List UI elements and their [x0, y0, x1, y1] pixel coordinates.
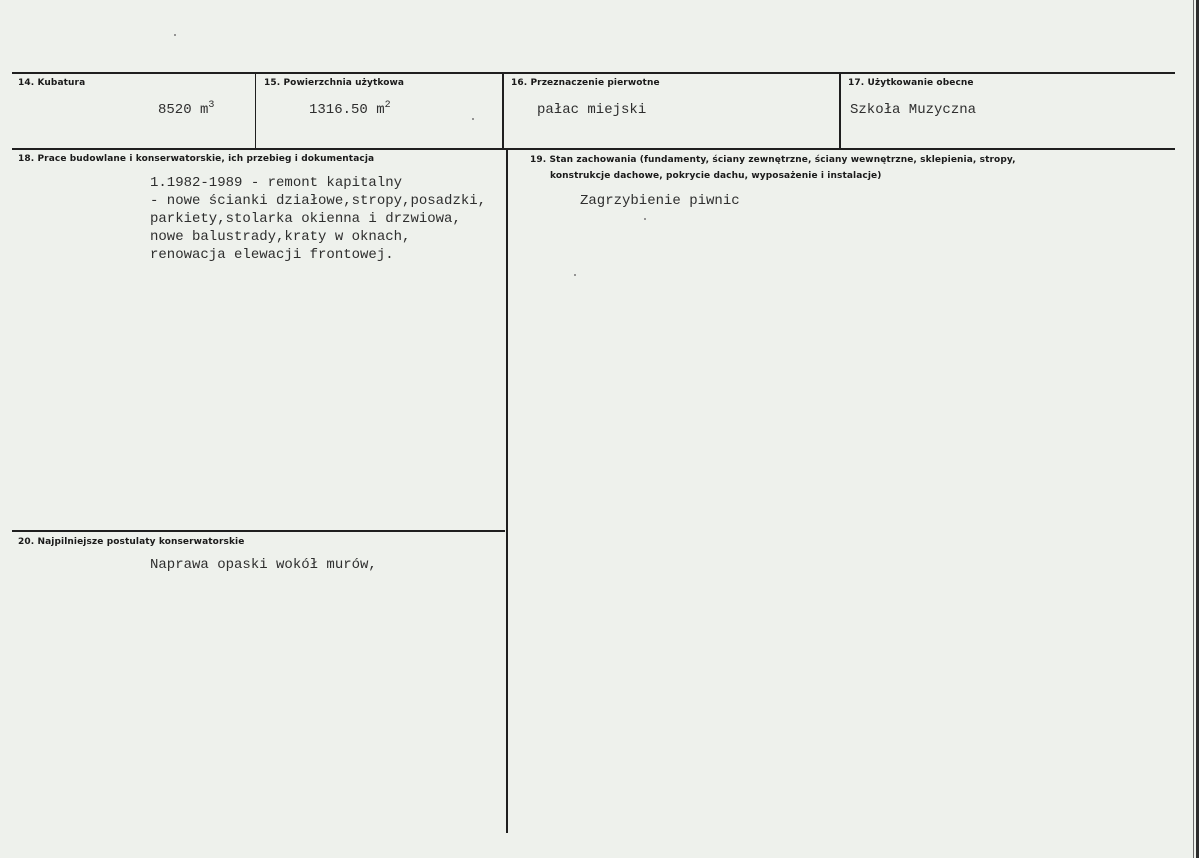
divider-15-16 — [502, 73, 504, 149]
field-20-value: Naprawa opaski wokół murów, — [150, 557, 377, 573]
scan-speck — [472, 118, 474, 120]
field-14-value — [158, 101, 214, 119]
scan-speck — [644, 218, 646, 220]
field-17-value: Szkoła Muzyczna — [850, 102, 977, 118]
card-edge-shadow — [1193, 0, 1194, 858]
field-19-value: Zagrzybienie piwnic — [580, 193, 740, 209]
field-16-value: pałac miejski — [537, 102, 647, 118]
field-15-label: 15. Powierzchnia użytkowa — [264, 78, 405, 88]
field-20-label: 20. Najpilniejsze postulaty konserwatorskie — [18, 537, 245, 547]
field-18-line-4: nowe balustrady,kraty w oknach, — [150, 229, 411, 245]
top-rule — [12, 72, 1175, 74]
divider-14-15 — [255, 73, 256, 149]
field-14-number: 8520 m — [158, 102, 209, 118]
field-18-line-3: parkiety,stolarka okienna i drzwiowa, — [150, 211, 461, 227]
field-15-exponent: 2 — [384, 100, 391, 111]
field-19-label-line-1: 19. Stan zachowania (fundamenty, ściany zewnętrzne, ściany wewnętrzne, sklepienia, stropy, — [530, 155, 1016, 165]
field-15-value — [309, 101, 391, 119]
field-14-exponent: 3 — [208, 100, 215, 111]
row1-bottom-rule — [12, 148, 1175, 150]
field-14-label: 14. Kubatura — [18, 78, 86, 88]
field-18-label: 18. Prace budowlane i konserwatorskie, ich przebieg i dokumentacja — [18, 154, 375, 164]
scan-speck — [574, 274, 576, 276]
field-17-label: 17. Użytkowanie obecne — [848, 78, 974, 88]
field-19-label-line-2: konstrukcje dachowe, pokrycie dachu, wyposażenie i instalacje) — [550, 171, 882, 181]
field18-bottom-rule — [12, 530, 505, 532]
field-18-line-2: - nowe ścianki działowe,stropy,posadzki, — [150, 193, 487, 209]
scan-speck — [174, 34, 176, 36]
field-18-line-5: renowacja elewacji frontowej. — [150, 247, 394, 263]
field-18-line-1: 1.1982-1989 - remont kapitalny — [150, 175, 403, 191]
field-16-label: 16. Przeznaczenie pierwotne — [511, 78, 660, 88]
field-15-number: 1316.50 m — [309, 102, 385, 118]
divider-16-17 — [839, 73, 841, 149]
divider-left-right — [506, 149, 508, 833]
